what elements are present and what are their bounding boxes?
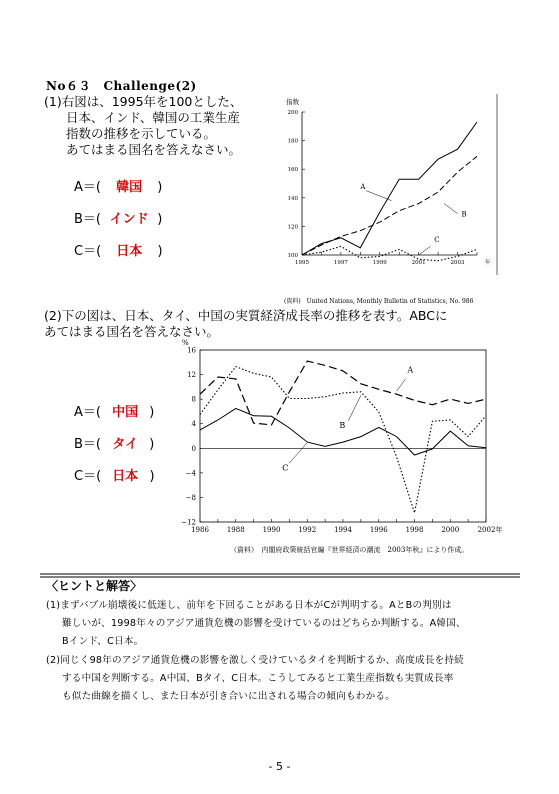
x-tick-label: 1998 [405, 526, 424, 534]
x-unit-label: 年 [485, 260, 491, 266]
y-tick-label: 12 [187, 371, 196, 380]
x-tick-label: 1999 [372, 260, 387, 266]
series-label-b: B [461, 210, 467, 219]
y-tick-label: 200 [287, 110, 298, 116]
answer-close: ) [157, 244, 163, 259]
answer-value: インド [109, 212, 149, 227]
hint-line-2: 難しいが、1998年々のアジア通貨危機の影響を受けているのはどちらか判断する。A韓国、 [62, 618, 466, 629]
answer-close: ) [149, 469, 155, 484]
y-tick-label: −12 [181, 518, 196, 527]
growth-rate-chart [168, 336, 518, 561]
q2-answer-a [74, 401, 154, 420]
answer-label: B＝( [74, 437, 101, 452]
x-tick-label: 1997 [333, 260, 348, 266]
series-line-b [302, 156, 477, 255]
hint-line-5: する中国を判断する。A中国、Bタイ、C日本。こうしてみると工業生産指数も実質成長率 [62, 673, 454, 684]
answer-close: ) [149, 437, 155, 452]
series-line-c [302, 246, 477, 260]
hint-line-4: (2)同じく98年のアジア通貨危機の影響を激しく受けているタイを判断するか、高度成長を持続 [46, 655, 464, 666]
x-tick-label: 1995 [295, 260, 309, 266]
series-label-b: B [339, 421, 346, 431]
series-label-a: A [407, 365, 414, 375]
q2-answer-c [74, 465, 155, 484]
series-label-a: A [360, 183, 366, 192]
x-tick-label: 2001 [411, 260, 426, 266]
answer-value: 中国 [112, 405, 139, 420]
answer-value: 日本 [116, 244, 143, 259]
q1-line-4: あてはまる国名を答えなさい。 [66, 142, 242, 157]
hint-line-1: (1)まずバブル崩壊後に低迷し、前年を下回ることがある日本がCが判明する。AとBの判別は [46, 600, 452, 611]
hint-line-6: も似た曲線を描くし、また日本が引き合いに出される場合の傾向もわかる。 [62, 691, 395, 702]
q2-line-1: (2)下の図は、日本、タイ、中国の実質経済成長率の推移を表す。ABCに [44, 308, 448, 323]
y-tick-label: 100 [287, 253, 298, 259]
series-line-a [302, 122, 477, 255]
answer-label: C＝( [74, 469, 102, 484]
y-tick-label: 160 [287, 167, 298, 174]
x-tick-label: 2000 [441, 526, 460, 534]
answer-label: C＝( [74, 244, 102, 259]
series-label-leader [444, 204, 458, 214]
hint-heading: 〈ヒントと解答〉 [46, 579, 143, 593]
answer-label: B＝( [74, 212, 101, 227]
q1-line-3: 指数の推移を示している。 [66, 126, 217, 141]
answer-close: ) [157, 212, 163, 227]
page-number: - 5 - [268, 760, 291, 773]
series-line-b [200, 367, 486, 513]
series-label-leader [397, 379, 406, 391]
y-tick-label: 120 [287, 224, 298, 231]
answer-value: 韓国 [116, 180, 143, 195]
q1-line-2: 日本、インド、韓国の工業生産 [66, 110, 240, 125]
series-label-leader [419, 246, 431, 255]
x-tick-label: 1986 [191, 526, 209, 534]
x-tick-label: 1994 [334, 526, 352, 534]
answer-close: ) [157, 180, 163, 195]
chart-source: (資料) United Nations, Monthly Bulletin of Statistics, No. 986 [284, 298, 474, 305]
series-label-leader [366, 191, 391, 201]
answer-close: ) [149, 405, 155, 420]
x-tick-label: 1992 [298, 526, 317, 534]
x-tick-label: 1996 [369, 526, 388, 534]
q2-answer-b [74, 433, 154, 452]
y-tick-label: 4 [191, 420, 196, 429]
answer-value: 日本 [112, 469, 139, 484]
y-tick-label: −8 [185, 493, 196, 502]
x-tick-label: 1990 [262, 526, 281, 534]
y-tick-label: 8 [191, 395, 196, 404]
chart-source: （資料） 内閣府政策統括官編『世界経済の潮流 2003年秋』により作成。 [230, 546, 469, 554]
x-tick-label: 2002年 [477, 526, 503, 534]
page-title: No６３ Challenge(2) [46, 79, 197, 93]
x-tick-label: 2003 [450, 260, 465, 266]
series-label-leader [289, 443, 307, 463]
q1-line-1: (1)右図は、1995年を100とした、 [44, 94, 243, 109]
y-tick-label: 0 [191, 444, 196, 453]
q2-line-2: あてはまる国名を答えなさい。 [44, 324, 220, 339]
x-tick-label: 1988 [226, 526, 245, 534]
answer-label: A＝( [74, 405, 101, 420]
y-tick-label: −4 [185, 469, 196, 478]
y-axis-label: % [182, 339, 189, 347]
q1-answer-b [74, 208, 162, 227]
hint-line-3: Bインド、C日本。 [62, 636, 144, 647]
y-tick-label: 16 [187, 346, 196, 355]
answer-label: A＝( [74, 180, 101, 195]
answer-value: タイ [112, 437, 139, 452]
series-label-c: C [434, 236, 440, 245]
series-label-c: C [282, 463, 289, 473]
y-tick-label: 140 [287, 195, 298, 202]
q1-answer-c [74, 240, 163, 259]
industrial-index-chart [272, 92, 512, 317]
y-axis-label: 指数 [286, 98, 299, 106]
y-tick-label: 180 [287, 138, 298, 145]
plot-frame [200, 350, 486, 522]
q1-answer-a [74, 176, 162, 195]
series-label-leader [348, 395, 361, 420]
